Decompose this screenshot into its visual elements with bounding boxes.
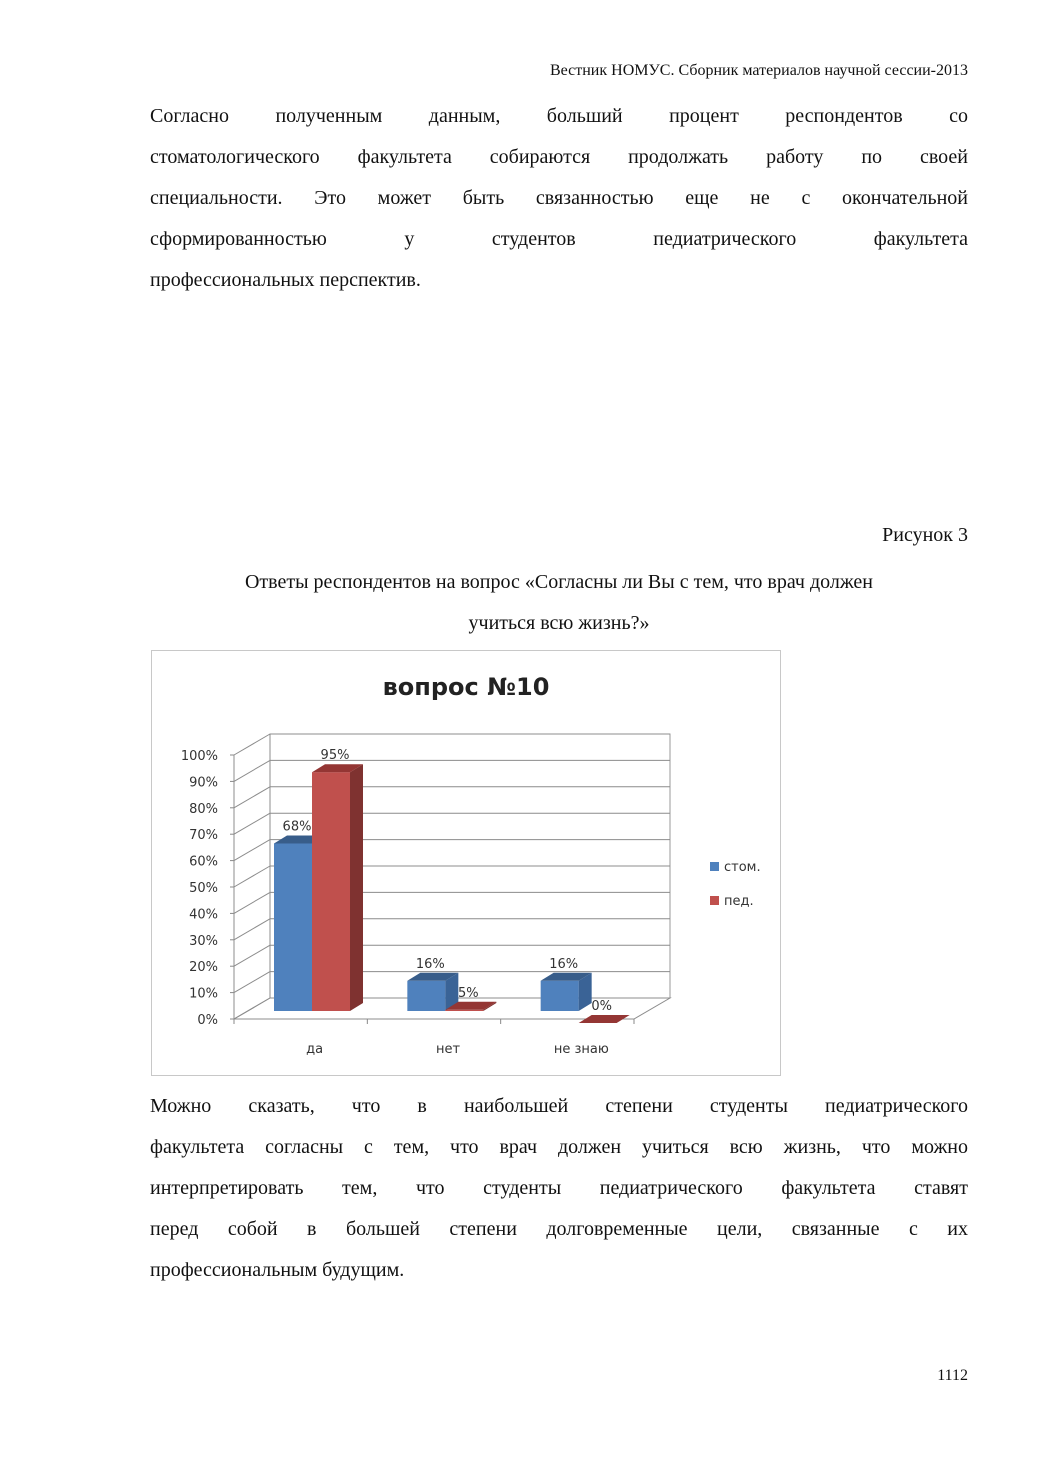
paragraph-line: профессиональным будущим. [150, 1259, 405, 1281]
bar-front [407, 981, 445, 1011]
data-label: 16% [415, 956, 445, 972]
bar-front [274, 843, 312, 1011]
legend-label: пед. [724, 894, 754, 909]
legend-swatch [710, 862, 719, 871]
x-tick-label: нет [435, 1042, 461, 1057]
bar-chart [152, 651, 780, 1075]
paragraph-1 [150, 96, 968, 301]
running-header: Вестник НОМУС. Сборник материалов научной сессии-2013 [549, 62, 968, 79]
x-tick-label: да [306, 1042, 324, 1057]
paragraph-line: специальности. Это может быть связанностью еще не с окончательной [150, 187, 968, 209]
paragraph-line: перед собой в большей степени долговременные цели, связанные с их [150, 1218, 968, 1240]
gridline-side [234, 734, 270, 755]
figure-number: Рисунок 3 [882, 524, 968, 546]
y-tick-label: 70% [189, 828, 218, 844]
figure-caption [150, 562, 968, 644]
data-label: 95% [320, 748, 350, 764]
gridline-side [234, 813, 270, 834]
y-tick-label: 40% [189, 907, 218, 923]
page-number: 1112 [937, 1367, 968, 1384]
paragraph-line: сформированностью у студентов педиатрического факультета [150, 228, 968, 250]
data-label: 16% [549, 956, 579, 972]
gridline-side [234, 945, 270, 966]
caption-line: Ответы респондентов на вопрос «Согласны ли Вы с тем, что врач должен [244, 571, 874, 593]
paragraph-2 [150, 1086, 968, 1291]
gridline-side [234, 787, 270, 808]
gridline-side [234, 840, 270, 861]
paragraph-line: Можно сказать, что в наибольшей степени студенты педиатрического [150, 1095, 968, 1117]
paragraph-line: профессиональных перспектив. [150, 269, 421, 291]
y-tick-label: 60% [189, 854, 218, 870]
gridline-side [234, 760, 270, 781]
bar-front [541, 981, 579, 1011]
legend-swatch [710, 896, 719, 905]
bar-front [312, 772, 350, 1011]
y-tick-label: 80% [189, 801, 218, 817]
data-label: 68% [282, 819, 312, 835]
legend-label: стом. [724, 860, 761, 875]
bar-front [445, 1010, 483, 1011]
bar-side [350, 764, 363, 1011]
y-tick-label: 0% [197, 1013, 218, 1028]
caption-line: учиться всю жизнь?» [468, 612, 650, 634]
gridline-side [234, 892, 270, 913]
bar-top [579, 1015, 630, 1023]
y-tick-label: 100% [180, 749, 218, 764]
chart-title: вопрос №10 [382, 673, 550, 701]
gridline-side [234, 919, 270, 940]
y-tick-label: 10% [189, 986, 218, 1002]
data-label: 5% [458, 985, 479, 1001]
y-tick-label: 20% [189, 960, 218, 976]
chart-frame [151, 650, 781, 1076]
y-tick-label: 30% [189, 933, 218, 949]
paragraph-line: интерпретировать тем, что студенты педиатрического факультета ставят [150, 1177, 968, 1199]
paragraph-line: факультета согласны с тем, что врач должен учиться всю жизнь, что можно [150, 1136, 968, 1158]
y-tick-label: 50% [189, 881, 218, 896]
gridline-side [234, 972, 270, 993]
y-tick-label: 90% [189, 775, 218, 791]
data-label: 0% [591, 999, 612, 1014]
paragraph-line: стоматологического факультета собираются продолжать работу по своей [150, 146, 968, 168]
gridline-side [234, 866, 270, 887]
paragraph-line: Согласно полученным данным, больший процент респондентов со [150, 105, 968, 127]
x-tick-label: не знаю [553, 1042, 609, 1057]
